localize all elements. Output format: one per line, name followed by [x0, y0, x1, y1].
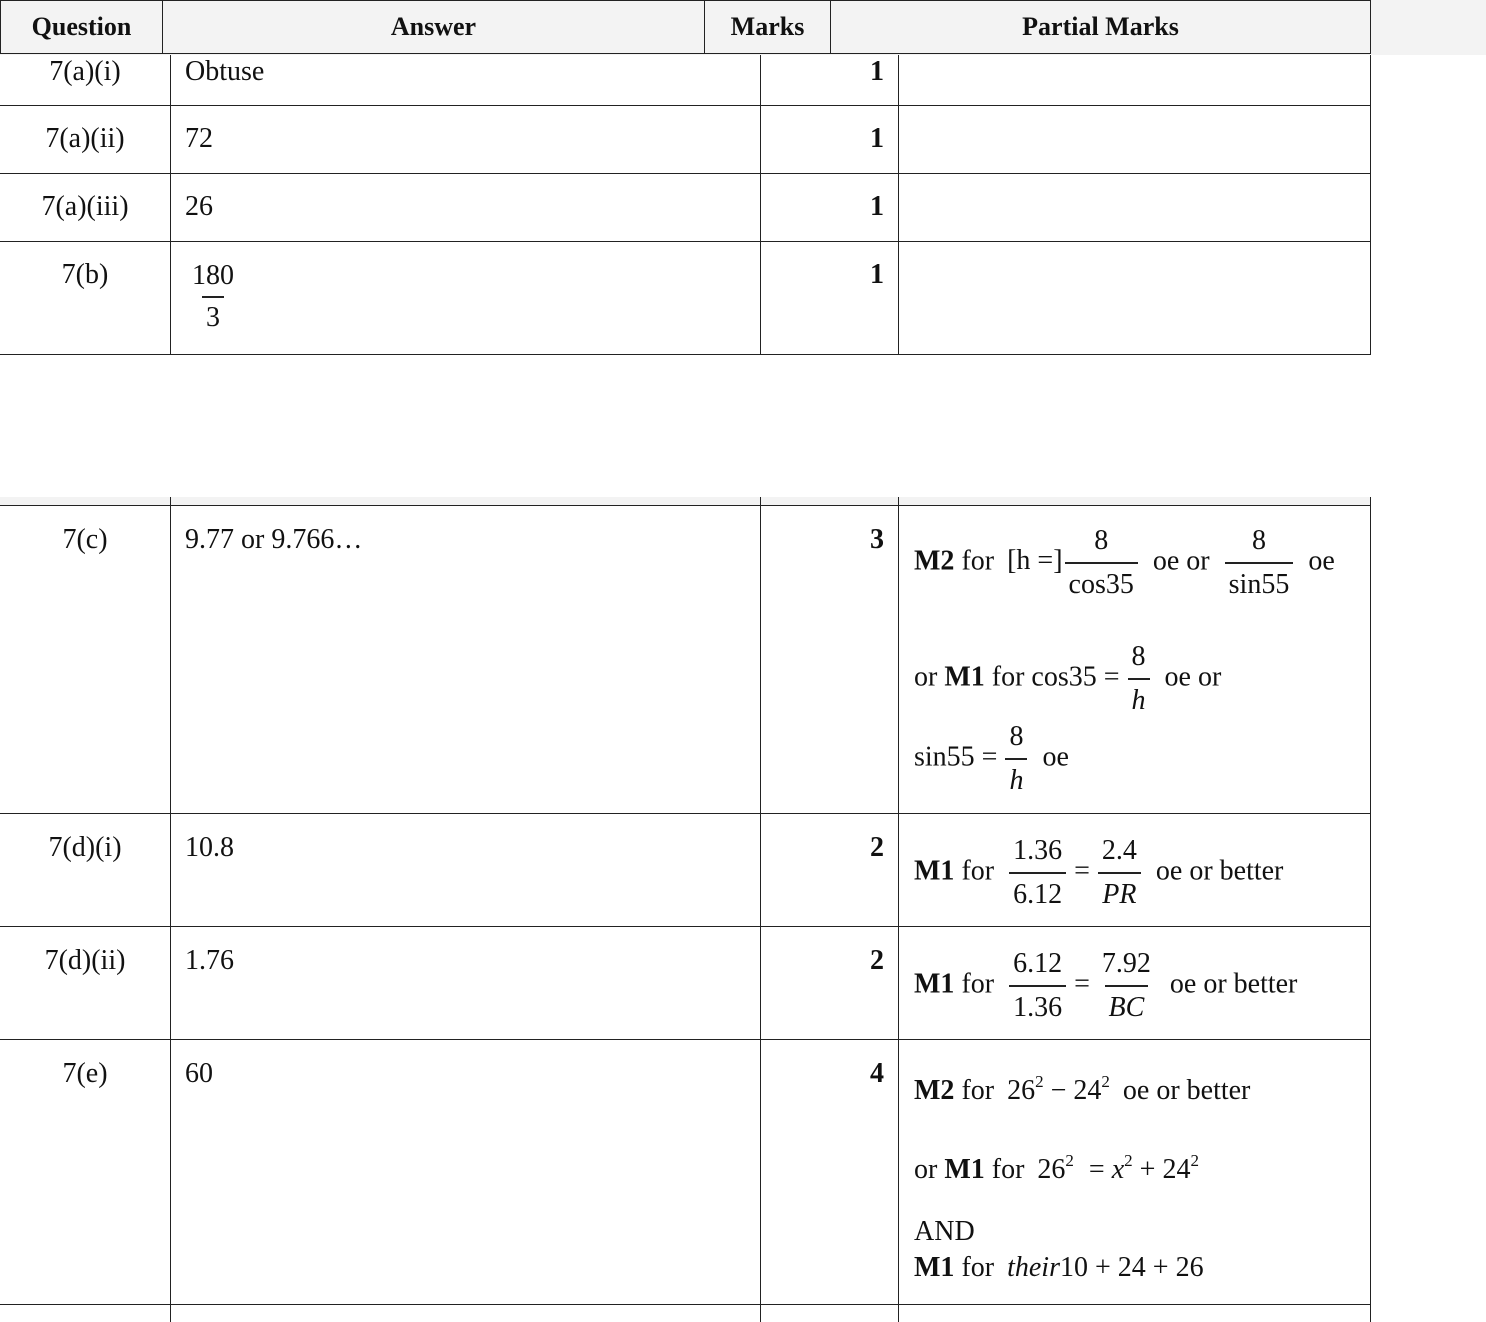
- expression: + 24: [1139, 1154, 1191, 1185]
- exponent: 2: [1190, 1151, 1199, 1170]
- partial-marks-line-1: [914, 1066, 1364, 1107]
- fraction: [188, 256, 238, 338]
- oe-text: oe: [1308, 545, 1335, 577]
- question-id: 7(c): [62, 524, 108, 555]
- question-id: 7(a)(iii): [41, 191, 129, 222]
- answer-text: 10.8: [185, 832, 234, 863]
- fraction-denominator: h: [1005, 758, 1027, 802]
- question-id: 7(a)(i): [49, 56, 121, 87]
- fraction: [1128, 636, 1150, 722]
- mark-code: M2: [914, 545, 955, 577]
- expression: − 24: [1050, 1075, 1102, 1106]
- table-row: [0, 55, 1371, 106]
- fraction-denominator: h: [1128, 678, 1150, 722]
- fraction-numerator: 8: [1009, 721, 1024, 752]
- for-text: for: [961, 1252, 995, 1283]
- marks-value: 1: [870, 123, 884, 154]
- mark-scheme-table-top: [0, 55, 1371, 355]
- fraction-numerator: 6.12: [1013, 948, 1063, 979]
- fraction-numerator: 8: [1251, 525, 1266, 556]
- h-bracket: [h =]: [1007, 545, 1063, 577]
- question-id: 7(b): [61, 259, 109, 290]
- fraction-denominator: 6.12: [1009, 872, 1066, 916]
- fraction-denominator: PR: [1098, 872, 1140, 916]
- or-text: or: [914, 1154, 938, 1185]
- question-id: 7(d)(i): [48, 832, 122, 863]
- oe-text: oe: [1042, 741, 1069, 773]
- table-row-continuation: [0, 1305, 1371, 1322]
- partial-marks-line-3: AND: [914, 1216, 975, 1247]
- question-id: 7(d)(ii): [44, 945, 126, 976]
- marks-value: 3: [870, 524, 884, 555]
- mark-code: M1: [914, 968, 955, 1000]
- partial-marks-line-2: [914, 636, 1364, 722]
- equals-sign: =: [1088, 1154, 1112, 1185]
- fraction: [1098, 830, 1141, 916]
- fraction-numerator: 1.36: [1013, 835, 1063, 866]
- oe-or-better-text: oe or better: [1122, 1075, 1251, 1106]
- fraction-numerator: 8: [1131, 641, 1146, 672]
- or-text: or: [914, 661, 938, 693]
- partial-marks-line-2: [914, 1145, 1364, 1186]
- mark-scheme-table-bottom: [0, 497, 1371, 1322]
- partial-marks-line-1: [914, 520, 1364, 606]
- their-text: their: [1007, 1252, 1060, 1283]
- equation-text: sin55 =: [914, 741, 998, 773]
- fraction: [1098, 943, 1155, 1029]
- fraction: [1009, 943, 1066, 1029]
- for-text: for: [961, 545, 995, 577]
- table-row: [0, 174, 1371, 242]
- header-marks: Marks: [704, 0, 831, 54]
- table-row: [0, 506, 1371, 814]
- mark-code: M1: [944, 661, 985, 693]
- expression: 26: [1037, 1154, 1066, 1185]
- exponent: 2: [1035, 1072, 1044, 1091]
- exponent: 2: [1101, 1072, 1110, 1091]
- table-row: [0, 1040, 1371, 1305]
- header-question: Question: [0, 0, 163, 54]
- expression: 26: [1007, 1075, 1036, 1106]
- answer-text: 72: [185, 123, 213, 154]
- expression: 10 + 24 + 26: [1059, 1252, 1204, 1283]
- marks-value: 1: [870, 259, 884, 290]
- header-answer: Answer: [162, 0, 705, 54]
- fraction-denominator: BC: [1105, 985, 1149, 1029]
- oe-or-text: oe or: [1164, 661, 1222, 693]
- equals-sign: =: [1074, 855, 1090, 887]
- partial-marks-line-1: [914, 943, 1364, 1029]
- fraction-numerator: 2.4: [1101, 835, 1137, 866]
- table-row: [0, 242, 1371, 355]
- question-id: 7(a)(ii): [45, 123, 125, 154]
- oe-or-better-text: oe or better: [1155, 855, 1284, 887]
- equals-sign: =: [1074, 968, 1090, 1000]
- answer-text: 26: [185, 191, 213, 222]
- marks-value: 2: [870, 945, 884, 976]
- marks-value: 1: [870, 56, 884, 87]
- answer-text: 9.77 or 9.766…: [185, 524, 363, 555]
- variable: x: [1111, 1154, 1125, 1185]
- table-row: [0, 106, 1371, 174]
- marks-value: 4: [870, 1058, 884, 1089]
- answer-text: 60: [185, 1058, 213, 1089]
- mark-code: M2: [914, 1075, 955, 1106]
- fraction-numerator: 180: [192, 260, 234, 291]
- question-id: 7(e): [62, 1058, 108, 1089]
- for-text: for: [961, 968, 995, 1000]
- fraction: [1065, 520, 1138, 606]
- fraction: [1005, 716, 1027, 802]
- equation-text: for cos35 =: [991, 661, 1120, 693]
- partial-marks-line-1: [914, 830, 1364, 916]
- partial-marks-line-4: [914, 1252, 1364, 1284]
- fraction-numerator: 7.92: [1101, 948, 1151, 979]
- answer-text: 1.76: [185, 945, 234, 976]
- table-divider-row: [0, 497, 1371, 506]
- fraction-denominator: cos35: [1065, 562, 1138, 606]
- oe-or-text: oe or: [1152, 545, 1210, 577]
- header-partial-marks: Partial Marks: [830, 0, 1371, 54]
- oe-or-better-text: oe or better: [1169, 968, 1298, 1000]
- answer-text: Obtuse: [185, 56, 265, 87]
- mark-code: M1: [914, 1252, 955, 1283]
- marks-value: 1: [870, 191, 884, 222]
- table-row: [0, 927, 1371, 1040]
- for-text: for: [991, 1154, 1025, 1185]
- mark-code: M1: [914, 855, 955, 887]
- fraction-denominator: 1.36: [1009, 985, 1066, 1029]
- exponent: 2: [1124, 1151, 1133, 1170]
- partial-marks-line-3: [914, 716, 1364, 802]
- answer-fraction: [188, 256, 238, 338]
- fraction: [1225, 520, 1294, 606]
- marks-value: 2: [870, 832, 884, 863]
- fraction: [1009, 830, 1066, 916]
- fraction-denominator: 3: [202, 296, 224, 338]
- fraction-denominator: sin55: [1225, 562, 1294, 606]
- exponent: 2: [1065, 1151, 1074, 1170]
- for-text: for: [961, 855, 995, 887]
- table-row: [0, 814, 1371, 927]
- for-text: for: [961, 1075, 995, 1106]
- mark-code: M1: [944, 1154, 985, 1185]
- fraction-numerator: 8: [1094, 525, 1109, 556]
